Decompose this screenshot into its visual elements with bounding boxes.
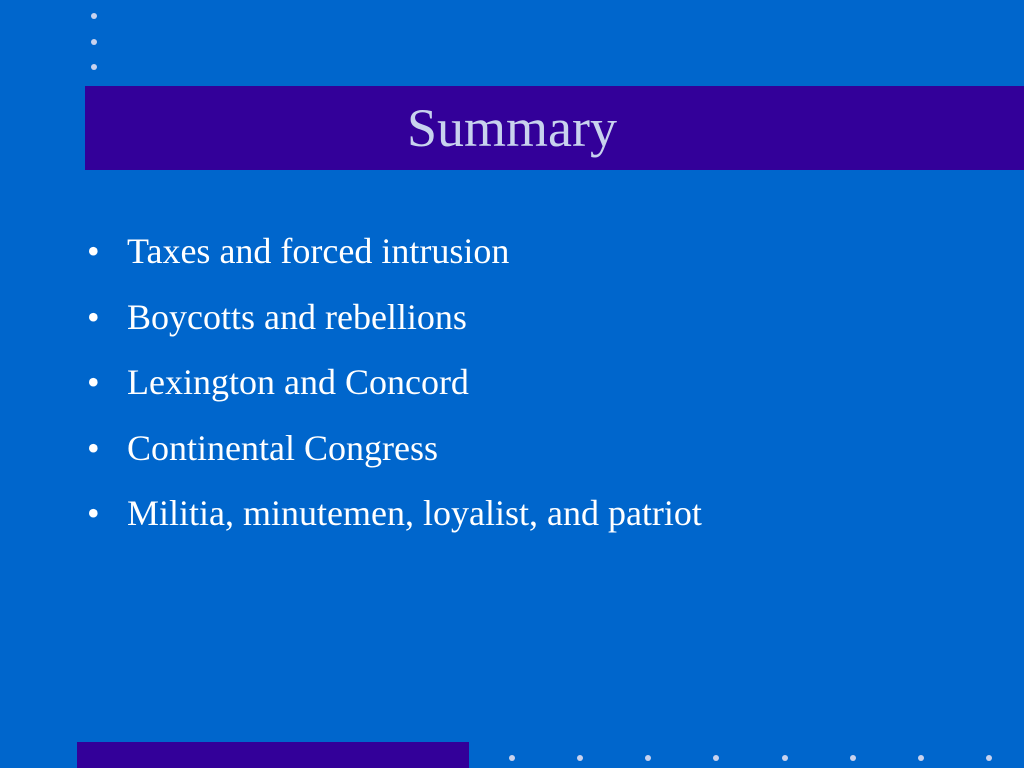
bullet-list [85,230,1005,558]
bullet-marker: • [87,296,100,337]
bullet-item [85,492,1005,558]
bullet-text: Boycotts and rebellions [127,296,467,337]
bullet-marker: • [87,427,100,468]
bullet-marker: • [87,493,100,533]
bullet-text: Militia, minutemen, loyalist, and patriot [127,493,702,533]
decorative-dot [850,755,856,761]
bullet-marker: • [87,362,100,402]
bullet-item [85,427,1005,493]
decorative-dot [91,39,97,45]
decorative-dot [91,13,97,19]
bullet-text: Continental Congress [127,427,438,468]
decorative-dot [713,755,719,761]
bullet-text: Lexington and Concord [127,362,469,402]
bottom-bar [77,742,469,768]
decorative-dot [986,755,992,761]
title-band [85,86,1024,170]
bullet-item [85,230,1005,296]
decorative-dot [918,755,924,761]
decorative-dot [782,755,788,761]
bullet-item [85,296,1005,362]
bullet-marker: • [87,231,100,271]
bullet-text: Taxes and forced intrusion [127,231,510,271]
bullet-item [85,361,1005,427]
decorative-dot [509,755,515,761]
decorative-dot [577,755,583,761]
decorative-dot [645,755,651,761]
decorative-dot [91,64,97,70]
slide-title: Summary [407,98,617,158]
